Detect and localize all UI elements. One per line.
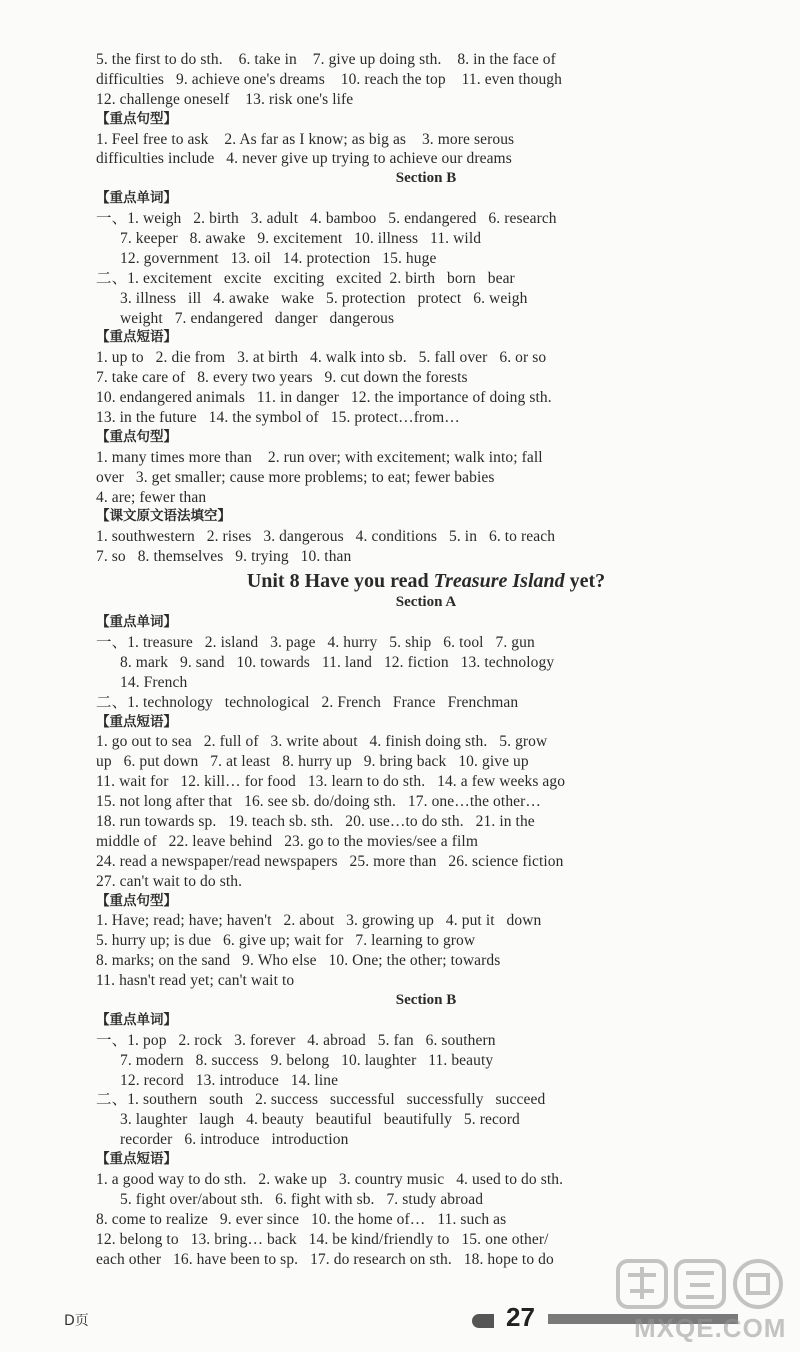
- text-line: weight 7. endangered danger dangerous: [120, 309, 395, 327]
- section-title: Section B: [395, 170, 457, 187]
- text-line: 13. in the future 14. the symbol of 15. protect…from…: [96, 409, 460, 427]
- text-line: 12. record 13. introduce 14. line: [120, 1071, 339, 1089]
- text-line: 8. marks; on the sand 9. Who else 10. One; the other; towards: [96, 952, 501, 970]
- text-line: middle of 22. leave behind 23. go to the movies/see a film: [96, 832, 478, 850]
- text-line: 1. Feel free to ask 2. As far as I know; as big as 3. more serous: [96, 130, 515, 148]
- text-line: over 3. get smaller; cause more problems; to eat; fewer babies: [96, 468, 495, 486]
- heading-key-words: 【重点单词】: [96, 190, 177, 207]
- page-footer: [0, 1300, 800, 1352]
- text-line: 1. Have; read; have; haven't 2. about 3. growing up 4. put it down: [96, 912, 542, 930]
- text-line: up 6. put down 7. at least 8. hurry up 9. bring back 10. give up: [96, 753, 529, 771]
- text-line: 一、1. weigh 2. birth 3. adult 4. bamboo 5. endangered 6. research: [96, 210, 557, 228]
- page-corner-mark: D页: [64, 1313, 89, 1329]
- text-line: 二、1. southern south 2. success successful successfully succeed: [96, 1091, 546, 1109]
- text-line: 11. hasn't read yet; can't wait to: [96, 972, 295, 990]
- heading-key-phrases: 【重点短语】: [96, 329, 177, 346]
- unit-title-book: Treasure Island: [433, 570, 565, 593]
- unit-title-suffix: yet?: [564, 570, 606, 593]
- text-line: 1. a good way to do sth. 2. wake up 3. country music 4. used to do sth.: [96, 1170, 564, 1188]
- text-line: 3. laughter laugh 4. beauty beautiful beautifully 5. record: [120, 1111, 520, 1129]
- text-line: difficulties include 4. never give up trying to achieve our dreams: [96, 150, 512, 168]
- text-line: 3. illness ill 4. awake wake 5. protection protect 6. weigh: [120, 289, 528, 307]
- text-line: 7. take care of 8. every two years 9. cut down the forests: [96, 369, 468, 387]
- text-line: 一、1. treasure 2. island 3. page 4. hurry 5. ship 6. tool 7. gun: [96, 633, 535, 651]
- text-line: each other 16. have been to sp. 17. do research on sth. 18. hope to do: [96, 1250, 554, 1268]
- text-line: 12. challenge oneself 13. risk one's life: [96, 90, 354, 108]
- text-line: 二、1. technology technological 2. French France Frenchman: [96, 693, 519, 711]
- text-line: 8. mark 9. sand 10. towards 11. land 12. fiction 13. technology: [120, 653, 555, 671]
- section-title: Section A: [395, 594, 457, 611]
- text-line: 24. read a newspaper/read newspapers 25. more than 26. science fiction: [96, 852, 564, 870]
- text-line: 1. many times more than 2. run over; with excitement; walk into; fall: [96, 448, 543, 466]
- text-line: 18. run towards sp. 19. teach sb. sth. 20. use…to do sth. 21. in the: [96, 812, 535, 830]
- text-line: 11. wait for 12. kill… for food 13. learn to do sth. 14. a few weeks ago: [96, 773, 566, 791]
- unit-title-prefix: Unit 8 Have you read: [246, 570, 434, 593]
- text-line: 5. the first to do sth. 6. take in 7. give up doing sth. 8. in the face of: [96, 51, 556, 68]
- watermark-text: MXQE.COM: [634, 1313, 787, 1343]
- answer-key-content: [96, 50, 756, 1269]
- unit-title: [96, 567, 756, 593]
- text-line: 二、1. excitement excite exciting excited 2. birth born bear: [96, 269, 515, 287]
- text-line: 1. southwestern 2. rises 3. dangerous 4. conditions 5. in 6. to reach: [96, 528, 556, 546]
- heading-key-phrases: 【重点短语】: [96, 1151, 177, 1168]
- heading-key-words: 【重点单词】: [96, 614, 177, 631]
- footer-tab-mark: [472, 1314, 494, 1328]
- text-line: 7. keeper 8. awake 9. excitement 10. illness 11. wild: [120, 230, 482, 248]
- heading-key-sentences: 【重点句型】: [96, 110, 177, 127]
- text-line: 1. up to 2. die from 3. at birth 4. walk into sb. 5. fall over 6. or so: [96, 349, 547, 367]
- footer-bar: [548, 1314, 738, 1324]
- text-line: 5. hurry up; is due 6. give up; wait for 7. learning to grow: [96, 932, 476, 950]
- text-line: recorder 6. introduce introduction: [120, 1131, 349, 1149]
- text-line: 12. government 13. oil 14. protection 15. huge: [120, 249, 437, 267]
- text-line: 5. fight over/about sth. 6. fight with sb. 7. study abroad: [120, 1190, 484, 1208]
- section-title: Section B: [395, 991, 457, 1008]
- heading-key-phrases: 【重点短语】: [96, 713, 177, 730]
- text-line: 8. come to realize 9. ever since 10. the home of… 11. such as: [96, 1210, 507, 1228]
- text-line: 7. so 8. themselves 9. trying 10. than: [96, 548, 352, 566]
- text-line: 14. French: [120, 673, 188, 691]
- heading-key-sentences: 【重点句型】: [96, 428, 177, 445]
- text-line: 一、1. pop 2. rock 3. forever 4. abroad 5. fan 6. southern: [96, 1031, 496, 1049]
- heading-key-words: 【重点单词】: [96, 1011, 177, 1028]
- text-line: 4. are; fewer than: [96, 488, 207, 506]
- text-line: 7. modern 8. success 9. belong 10. laughter 11. beauty: [120, 1051, 494, 1069]
- page-number: 27: [506, 1302, 535, 1332]
- text-line: 10. endangered animals 11. in danger 12. the importance of doing sth.: [96, 389, 552, 407]
- text-line: difficulties 9. achieve one's dreams 10. reach the top 11. even though: [96, 70, 562, 88]
- text-line: 15. not long after that 16. see sb. do/doing sth. 17. one…the other…: [96, 793, 542, 811]
- heading-key-sentences: 【重点句型】: [96, 892, 177, 909]
- heading-grammar-fill: 【课文原文语法填空】: [96, 508, 231, 525]
- text-line: 27. can't wait to do sth.: [96, 872, 243, 890]
- text-line: 12. belong to 13. bring… back 14. be kind/friendly to 15. one other/: [96, 1230, 549, 1248]
- text-line: 1. go out to sea 2. full of 3. write about 4. finish doing sth. 5. grow: [96, 733, 548, 751]
